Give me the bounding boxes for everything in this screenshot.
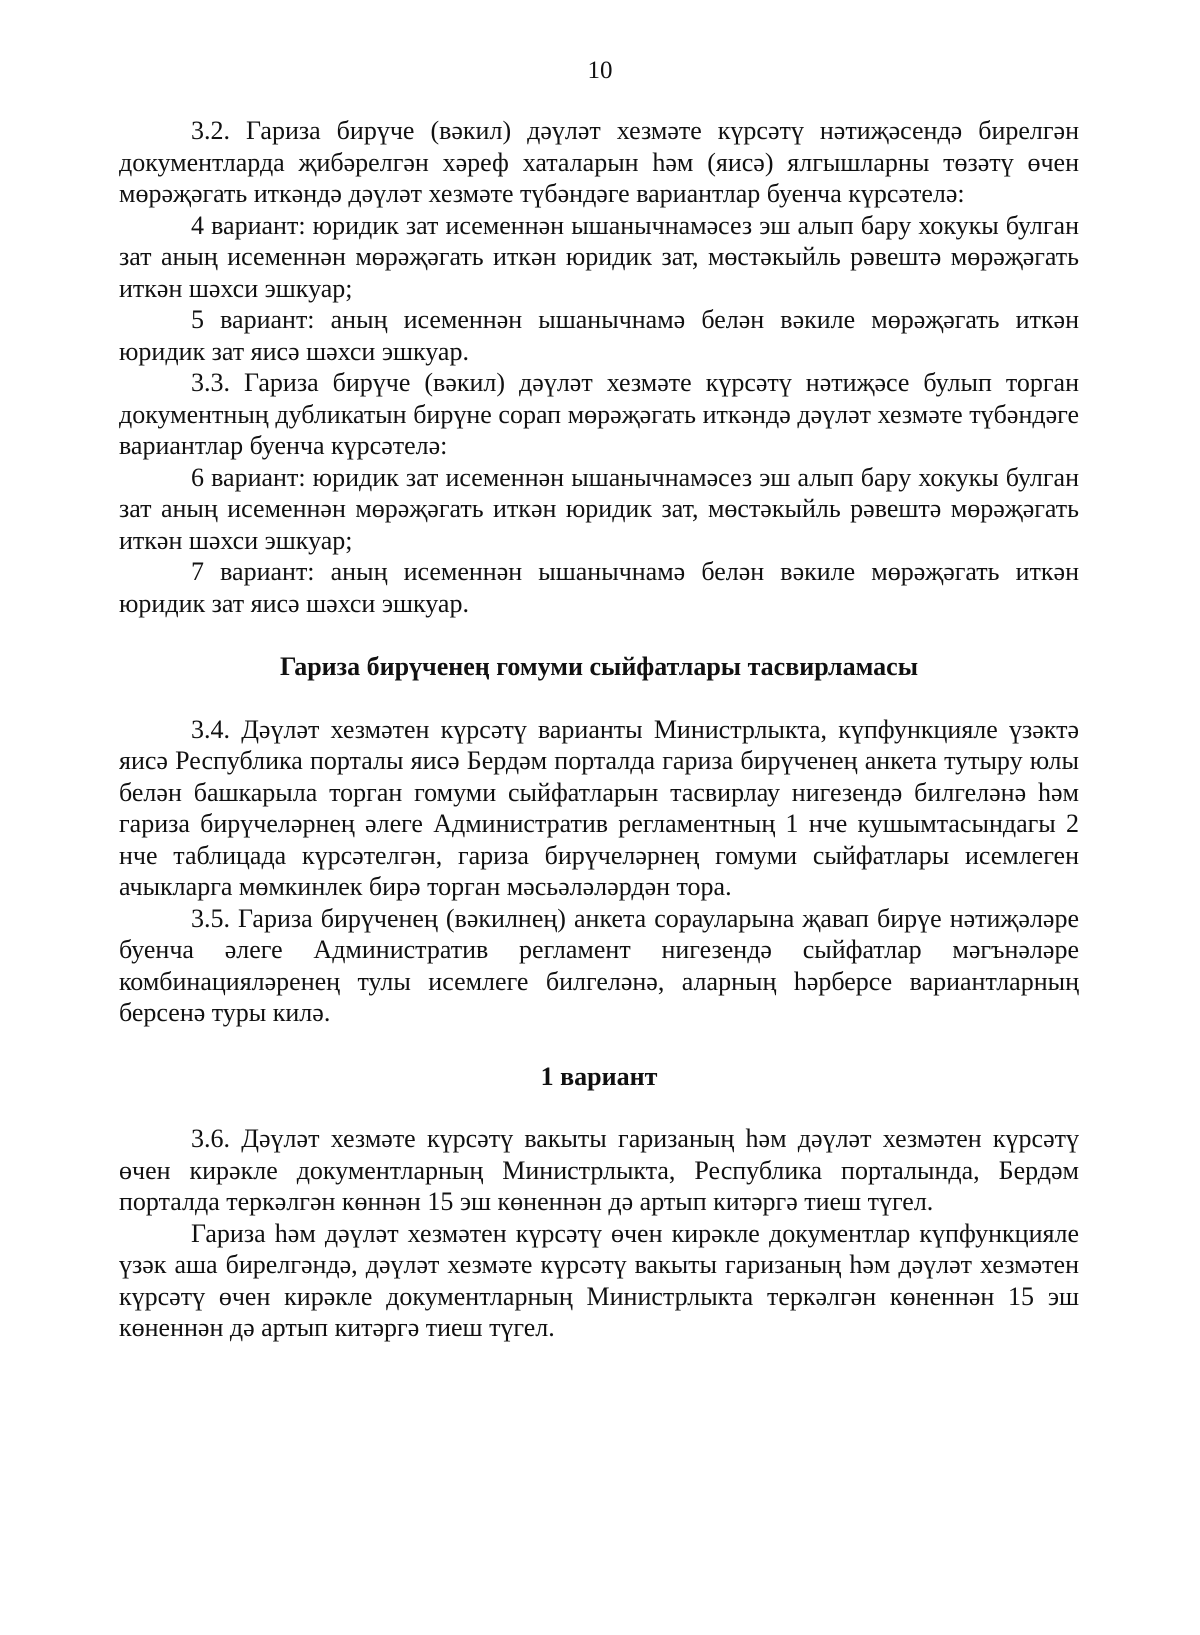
paragraph-variant-6: 6 вариант: юридик зат исеменнән ышанычнамәсез эш алып бару хокукы булган зат аның исеменнән мөрәҗәгать иткән юридик зат, мөстәкыйль рәвештә мөрәҗәгать иткән шәхси эшкуар;: [119, 462, 1079, 555]
paragraph-variant-4: 4 вариант: юридик зат исеменнән ышанычнамәсез эш алып бару хокукы булган зат аның исеменнән мөрәҗәгать иткән юридик зат, мөстәкыйль рәвештә мөрәҗәгать иткән шәхси эшкуар;: [119, 210, 1079, 303]
section-heading-variant-1: 1 вариант: [540, 1061, 658, 1091]
paragraph-3-3: 3.3. Гариза бирүче (вәкил) дәүләт хезмәте күрсәтү нәтиҗәсе булып торган документның дубликатын бирүне сорап мөрәҗәгать иткәндә дәүләт хезмәте түбәндәге вариантлар буенча күрсәтелә:: [119, 368, 1079, 460]
paragraph-3-5: 3.5. Гариза бирүченең (вәкилнең) анкета сорауларына җавап бирүе нәтиҗәләре буенча әлеге Административ регламент нигезендә сыйфатлар мәгънәләре комбинацияләренең тулы исемлеге билгеләнә, аларның һәрберсе вариантларның берсенә туры килә.: [119, 903, 1079, 1027]
paragraph-3-4: 3.4. Дәүләт хезмәтен күрсәтү варианты Министрлыкта, күпфункцияле үзәктә яисә Республика порталы яисә Бердәм порталда гариза бирүченең анкета тутыру юлы белән башкарыла торган гомуми сыйфатларын тасвирлау нигезендә билгеләнә һәм гариза бирүчеләрнең әлеге Административ регламентның 1 нче кушымтасындагы 2 нче таблицада күрсәтелгән, гариза бирүчеләрнең гомуми сыйфатлары исемлеген ачыкларга мөмкинлек бирә торган мәсьәләләрдән тора.: [119, 714, 1079, 901]
paragraph-variant-7: 7 вариант: аның исеменнән ышанычнамә белән вәкиле мөрәҗәгать иткән юридик зат яисә шәхси эшкуар.: [119, 557, 1079, 618]
paragraph-mfc: Гариза һәм дәүләт хезмәтен күрсәтү өчен кирәкле документлар күпфункцияле үзәк аша бирелгәндә, дәүләт хезмәте күрсәтү вакыты гаризаның һәм дәүләт хезмәтен күрсәтү өчен кирәкле документларның Министрлыкта теркәлгән көненнән 15 эш көненнән дә артып китәргә тиеш түгел.: [119, 1218, 1079, 1342]
document-body: [119, 115, 1079, 1344]
paragraph-3-6: 3.6. Дәүләт хезмәте күрсәтү вакыты гаризаның һәм дәүләт хезмәтен күрсәтү өчен кирәкле документларның Министрлыкта, Республика порталында, Бердәм порталда теркәлгән көннән 15 эш көненнән дә артып китәргә тиеш түгел.: [119, 1124, 1079, 1216]
section-heading-general: Гариза бирүченең гомуми сыйфатлары тасвирламасы: [279, 652, 919, 681]
page-number: 10: [587, 57, 613, 84]
paragraph-3-2: 3.2. Гариза бирүче (вәкил) дәүләт хезмәте күрсәтү нәтиҗәсендә бирелгән документларда җибәрелгән хәреф хаталарын һәм (яисә) ялгышларны төзәтү өчен мөрәҗәгать иткәндә дәүләт хезмәте түбәндәге вариантлар буенча күрсәтелә:: [119, 116, 1079, 208]
paragraph-variant-5: 5 вариант: аның исеменнән ышанычнамә белән вәкиле мөрәҗәгать иткән юридик зат яисә шәхси эшкуар.: [119, 305, 1079, 366]
